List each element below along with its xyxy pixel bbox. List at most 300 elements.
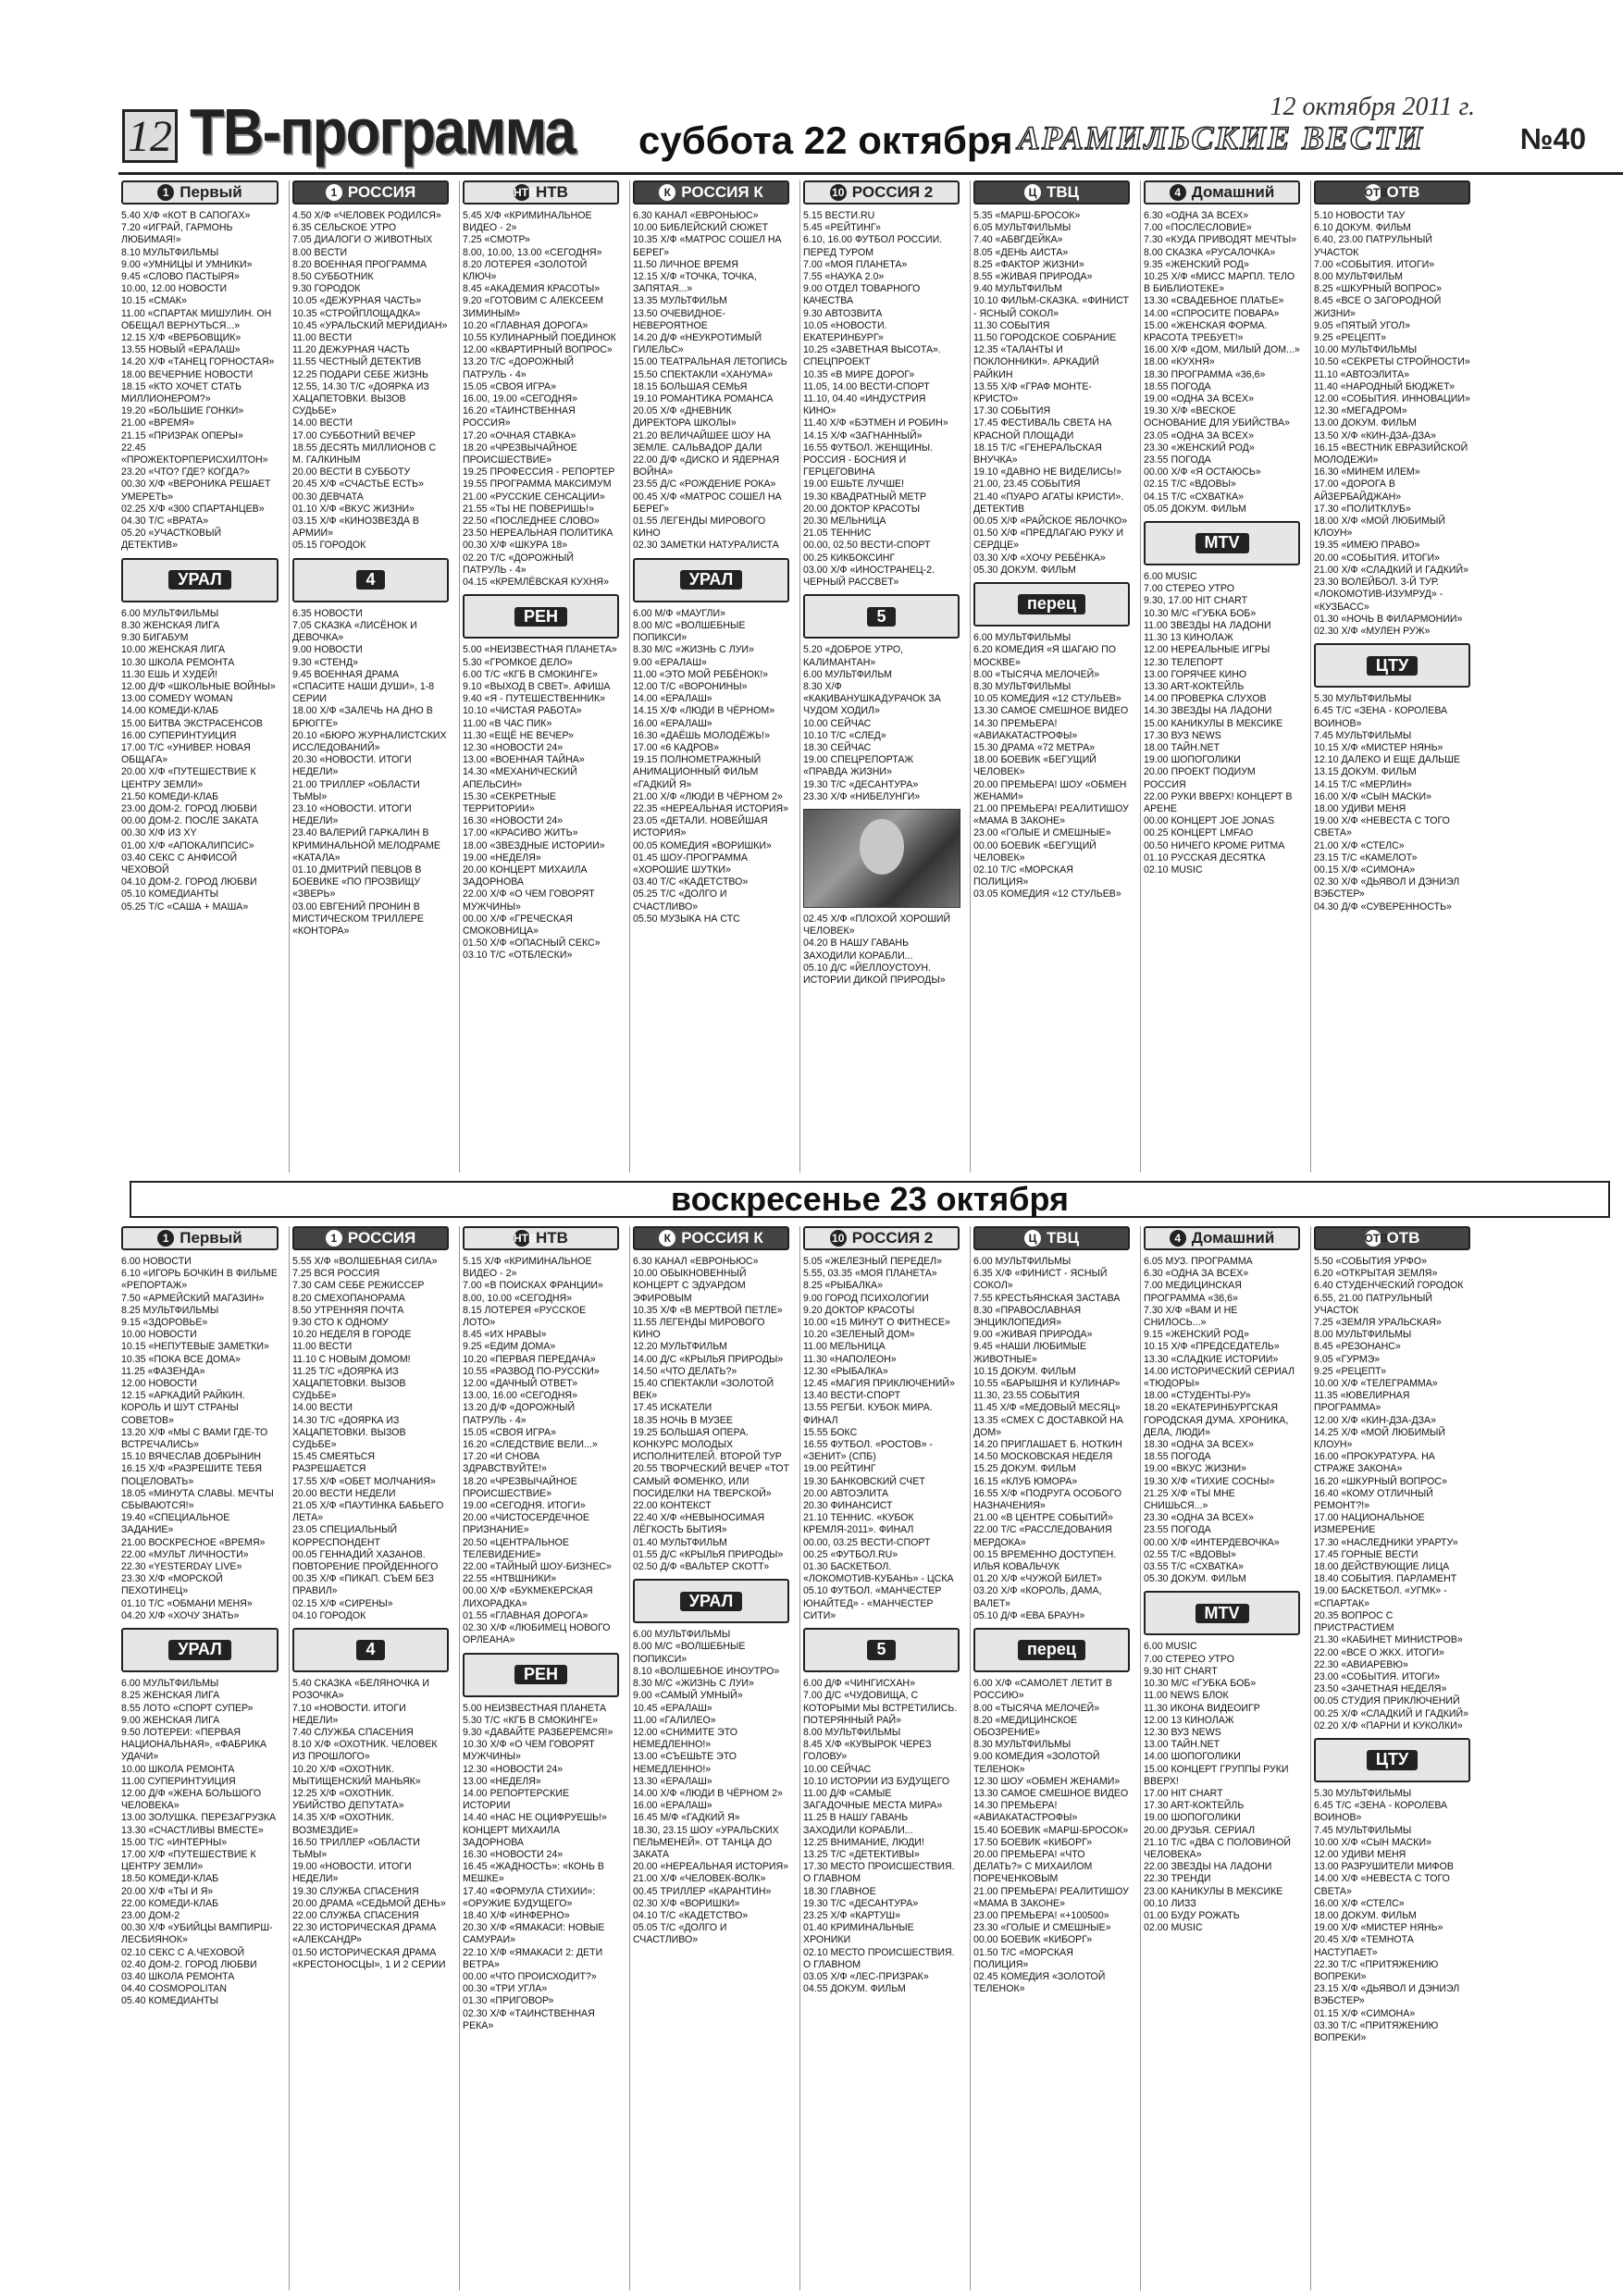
program-entry: 8.00 МУЛЬТФИЛЬМ xyxy=(1314,271,1403,283)
program-entry: 9.00 «ЕРАЛАШ» xyxy=(633,656,707,668)
channel-logo-icon: 10 xyxy=(830,1230,847,1247)
program-entry: 6.00 МУЛЬТФИЛЬМЫ xyxy=(121,1678,219,1690)
program-entry: 14.35 Х/Ф «ОХОТНИК. ВОЗМЕЗДИЕ» xyxy=(292,1812,394,1836)
channel-name: РОССИЯ xyxy=(347,1229,416,1247)
program-entry: 00.05 ГЕННАДИЙ ХАЗАНОВ. ПОВТОРЕНИЕ ПРОЙДЕННОГО xyxy=(292,1548,439,1573)
channel-header xyxy=(292,1226,449,1250)
program-entry: 9.00 КОМЕДИЯ «ЗОЛОТОЙ ТЕЛЕНОК» xyxy=(973,1751,1100,1775)
regional-channel-name: 4 xyxy=(356,570,384,590)
program-entry: 9.30 «СТЕНД» xyxy=(292,656,359,668)
program-entry: 03.40 СЕКС С АНФИСОЙ ЧЕХОВОЙ xyxy=(121,851,238,875)
channel-logo-icon: НТВ xyxy=(514,186,537,199)
program-entry: 21.40 «ПУАРО АГАТЫ КРИСТИ». ДЕТЕКТИВ xyxy=(973,490,1124,515)
program-entry: 18.30 «ОДНА ЗА ВСЕХ» xyxy=(1144,1439,1254,1451)
program-entry: 11.05, 14.00 ВЕСТИ-СПОРТ xyxy=(803,380,930,392)
channel-header xyxy=(973,180,1130,205)
program-entry: 20.30 Х/Ф «ЯМАКАСИ: НОВЫЕ САМУРАИ» xyxy=(463,1922,605,1946)
program-entry: 6.00 МУЛЬТФИЛЬМЫ xyxy=(121,607,219,619)
program-entry: 19.00 Х/Ф «МИСТЕР НЯНЬ» xyxy=(1314,1922,1443,1934)
program-entry: 8.30 М/С «ЖИЗНЬ С ЛУИ» xyxy=(633,644,754,656)
program-entry: 14.15 Х/Ф «ЗАГНАННЫЙ» xyxy=(803,429,923,441)
program-entry: 12.00 Д/Ф «ШКОЛЬНЫЕ ВОЙНЫ» xyxy=(121,680,276,692)
program-entry: 11.50 ЛИЧНОЕ ВРЕМЯ xyxy=(633,258,738,270)
program-entry: 17.00 НАЦИОНАЛЬНОЕ ИЗМЕРЕНИЕ xyxy=(1314,1512,1425,1536)
program-entry: 23.30 ВОЛЕЙБОЛ. 3-Й ТУР. «ЛОКОМОТИВ-ИЗУМРУД» - «КУЗБАСС» xyxy=(1314,577,1443,613)
program-entry: 10.30 Х/Ф «О ЧЕМ ГОВОРЯТ МУЖЧИНЫ» xyxy=(463,1739,595,1763)
channel-header xyxy=(121,180,279,205)
program-entry: 9.50 ЛОТЕРЕИ: «ПЕРВАЯ НАЦИОНАЛЬНАЯ», «ФАБРИКА УДАЧИ» xyxy=(121,1726,267,1763)
program-entry: 6.40, 23.00 ПАТРУЛЬНЫЙ УЧАСТОК xyxy=(1314,234,1433,258)
program-entry: 10.20 «ГЛАВНАЯ ДОРОГА» xyxy=(463,319,588,331)
program-entry: 21.00 ПРЕМЬЕРА! РЕАЛИТИШОУ «МАМА В ЗАКОНЕ» xyxy=(973,802,1129,827)
program-entry: 9.25 «ЕДИМ ДОМА» xyxy=(463,1341,556,1353)
program-entry: 9.00 «ЖИВАЯ ПРИРОДА» xyxy=(973,1329,1093,1341)
regional-channel-header xyxy=(973,1628,1130,1672)
program-entry: 23.30 «ЖЕНСКИЙ РОД» xyxy=(1144,441,1255,453)
channel-logo-icon: Ц xyxy=(1024,1230,1041,1247)
program-entry: 17.00 «6 КАДРОВ» xyxy=(633,741,719,753)
program-entry: 5.50 «СОБЫТИЯ УРФО» xyxy=(1314,1256,1427,1267)
program-entry: 10.20 НЕДЕЛЯ В ГОРОДЕ xyxy=(292,1329,412,1341)
program-entry: 10.35 «ПОКА ВСЕ ДОМА» xyxy=(121,1353,241,1365)
program-entry: 13.00 ГОРЯЧЕЕ КИНО xyxy=(1144,668,1247,680)
program-entry: 05.05 Т/С «ДОЛГО И СЧАСТЛИВО» xyxy=(633,1922,727,1946)
program-entry: 6.30 «ОДНА ЗА ВСЕХ» xyxy=(1144,1268,1249,1280)
program-entry: 8.20 СМЕХОПАНОРАМА xyxy=(292,1292,405,1304)
program-entry: 12.30 ШОУ «ОБМЕН ЖЕНАМИ» xyxy=(973,1775,1121,1787)
program-entry: 03.15 Х/Ф «КИНОЗВЕЗДА В АРМИИ» xyxy=(292,515,419,540)
program-entry: 5.55 Х/Ф «ВОЛШЕБНАЯ СИЛА» xyxy=(292,1256,438,1267)
program-entry: 10.30 М/С «ГУБКА БОБ» xyxy=(1144,1678,1257,1690)
program-entry: 19.00 СПЕЦРЕПОРТАЖ «ПРАВДА ЖИЗНИ» xyxy=(803,754,914,778)
regional-channel-name: УРАЛ xyxy=(168,1640,230,1659)
channel-name: НТВ xyxy=(536,183,568,202)
sunday-banner: воскресенье 23 октября xyxy=(130,1181,1610,1218)
program-entry: 01.30 БАСКЕТБОЛ. «ЛОКОМОТИВ-КУБАНЬ» - ЦСКА xyxy=(803,1561,954,1585)
page-header xyxy=(0,0,1623,176)
regional-channel-name: MTV xyxy=(1196,1604,1249,1623)
program-entry: 11.30 СОБЫТИЯ xyxy=(973,319,1050,331)
program-entry: 11.00 NEWS БЛОК xyxy=(1144,1690,1229,1702)
program-entry: 16.45 М/Ф «ГАДКИЙ Я» xyxy=(633,1812,740,1824)
channel-name: РОССИЯ К xyxy=(681,183,763,202)
program-entry: 10.55 «РАЗВОД ПО-РУССКИ» xyxy=(463,1365,600,1377)
regional-channel-name: РЕН xyxy=(514,607,567,627)
program-entry: 19.30 БАНКОВСКИЙ СЧЕТ xyxy=(803,1475,925,1487)
program-entry: 17.00 Т/С «УНИВЕР. НОВАЯ ОБЩАГА» xyxy=(121,741,251,766)
channel-column xyxy=(118,1226,281,2290)
channel-logo-icon: 4 xyxy=(1170,1230,1186,1247)
program-entry: 6.00 MUSIC xyxy=(1144,571,1197,583)
regional-channel-header xyxy=(463,594,619,639)
program-entry: 21.25 Х/Ф «ТЫ МНЕ СНИШЬСЯ...» xyxy=(1144,1487,1235,1512)
program-entry: 01.50 ИСТОРИЧЕСКАЯ ДРАМА «КРЕСТОНОСЦЫ», 1 И 2 СЕРИИ xyxy=(292,1946,446,1970)
program-entry: 12.30 «НОВОСТИ 24» xyxy=(463,741,564,753)
program-entry: 18.40 СОБЫТИЯ. ПАРЛАМЕНТ xyxy=(1314,1573,1457,1585)
channel-column xyxy=(459,180,622,1173)
regional-channel-header xyxy=(121,558,279,602)
program-entry: 01.55 «ГЛАВНАЯ ДОРОГА» xyxy=(463,1609,588,1621)
program-entry: 15.30 «СЕКРЕТНЫЕ ТЕРРИТОРИИ» xyxy=(463,790,556,814)
program-entry: 7.00 СТЕРЕО УТРО xyxy=(1144,1653,1234,1665)
program-entry: 8.00 ВЕСТИ xyxy=(292,246,348,258)
program-entry: 00.00 БОЕВИК «БЕГУЩИЙ ЧЕЛОВЕК» xyxy=(973,839,1096,863)
program-entry: 14.20 Д/Ф «НЕУКРОТИМЫЙ ГИЛЕЛЬС» xyxy=(633,332,762,356)
program-entry: 05.10 Д/С «ЙЕЛЛОУСТОУН. ИСТОРИИ ДИКОЙ ПРИРОДЫ» xyxy=(803,962,946,986)
program-entry: 23.50 «ЗАЧЕТНАЯ НЕДЕЛЯ» xyxy=(1314,1683,1447,1695)
program-entry: 13.50 ОЧЕВИДНОЕ-НЕВЕРОЯТНОЕ xyxy=(633,307,725,331)
channel-column xyxy=(1310,1226,1473,2290)
program-entry: 03.05 КОМЕДИЯ «12 СТУЛЬЕВ» xyxy=(973,888,1121,900)
program-entry: 16.30 «НОВОСТИ 24» xyxy=(463,815,564,827)
program-entry: 00.30 Х/Ф «ВЕРОНИКА РЕШАЕТ УМЕРЕТЬ» xyxy=(121,478,271,503)
program-entry: 18.40 Х/Ф «ИНФЕРНО» xyxy=(463,1909,570,1921)
program-entry: 13.30 «ЕРАЛАШ» xyxy=(633,1775,712,1787)
program-entry: 02.30 Х/Ф «ДЬЯВОЛ И ДЭНИЭЛ ВЭБСТЕР» xyxy=(1314,876,1460,900)
program-entry: 5.55, 03.35 «МОЯ ПЛАНЕТА» xyxy=(803,1268,937,1280)
program-entry: 8.00 СКАЗКА «РУСАЛОЧКА» xyxy=(1144,246,1276,258)
program-entry: 9.00 ЖЕНСКАЯ ЛИГА xyxy=(121,1714,220,1726)
program-entry: 03.30 Т/С «ПРИТЯЖЕНИЮ ВОПРЕКИ» xyxy=(1314,2019,1439,2043)
channel-column xyxy=(799,1226,962,2290)
program-entry: 18.00 Х/Ф «МОЙ ЛЮБИМЫЙ КЛОУН» xyxy=(1314,515,1446,540)
program-entry: 01.30 «ПРИГОВОР» xyxy=(463,1995,554,2007)
program-entry: 15.25 ДОКУМ. ФИЛЬМ xyxy=(973,1463,1076,1475)
program-entry: 9.15 «ЗДОРОВЬЕ» xyxy=(121,1317,208,1329)
program-entry: 8.00 М/С «ВОЛШЕБНЫЕ ПОПИКСИ» xyxy=(633,619,746,644)
program-entry: 5.30 МУЛЬТФИЛЬМЫ xyxy=(1314,693,1412,705)
program-entry: 5.30 МУЛЬТФИЛЬМЫ xyxy=(1314,1787,1412,1799)
program-entry: 6.40 СТУДЕНЧЕСКИЙ ГОРОДОК xyxy=(1314,1280,1464,1292)
channel-logo-icon: 4 xyxy=(1170,184,1186,201)
program-entry: 5.40 СКАЗКА «БЕЛЯНОЧКА И РОЗОЧКА» xyxy=(292,1678,429,1702)
program-entry: 11.30, 23.55 СОБЫТИЯ xyxy=(973,1390,1080,1402)
program-entry: 02.10 MUSIC xyxy=(1144,863,1203,875)
program-entry: 8.00 МУЛЬТФИЛЬМЫ xyxy=(803,1726,901,1738)
program-entry: 11.30 «НАПОЛЕОН» xyxy=(803,1353,897,1365)
program-entry: 11.00 «СПАРТАК МИШУЛИН. ОН ОБЕЩАЛ ВЕРНУТЬСЯ...» xyxy=(121,307,272,331)
program-entry: 20.00 Х/Ф «ПУТЕШЕСТВИЕ К ЦЕНТРУ ЗЕМЛИ» xyxy=(121,766,256,790)
program-entry: 5.30 Т/С «КГБ В СМОКИНГЕ» xyxy=(463,1714,599,1726)
program-entry: 20.05 Х/Ф «ДНЕВНИК ДИРЕКТОРА ШКОЛЫ» xyxy=(633,405,737,429)
program-entry: 9.10 «ВЫХОД В СВЕТ». АФИША xyxy=(463,680,611,692)
program-entry: 04.20 В НАШУ ГАВАНЬ ЗАХОДИЛИ КОРАБЛИ... xyxy=(803,937,913,962)
program-entry: 9.05 «ПЯТЫЙ УГОЛ» xyxy=(1314,319,1410,331)
program-entry: 9.00 НОВОСТИ xyxy=(292,644,363,656)
channel-column xyxy=(970,180,1133,1173)
program-entry: 13.55 НОВЫЙ «ЕРАЛАШ» xyxy=(121,344,241,356)
program-entry: 6.30 «ОДНА ЗА ВСЕХ» xyxy=(1144,210,1249,221)
program-entry: 21.30 «КАБИНЕТ МИНИСТРОВ» xyxy=(1314,1634,1463,1646)
regional-channel-header xyxy=(633,558,789,602)
program-entry: 8.25 «ФАКТОР ЖИЗНИ» xyxy=(973,258,1084,270)
program-entry: 17.30 МЕСТО ПРОИСШЕСТВИЯ. О ГЛАВНОМ xyxy=(803,1861,955,1885)
program-entry: 02.10 Т/С «МОРСКАЯ ПОЛИЦИЯ» xyxy=(973,863,1073,888)
program-entry: 10.00 МУЛЬТФИЛЬМЫ xyxy=(1314,344,1418,356)
program-entry: 8.30 Х/Ф «КАКИВАНУШКАДУРАЧОК ЗА ЧУДОМ ХОДИЛ» xyxy=(803,680,941,717)
program-entry: 10.00 СЕЙЧАС xyxy=(803,717,872,729)
channel-column xyxy=(289,180,452,1173)
program-entry: 10.35 Х/Ф «В МЕРТВОЙ ПЕТЛЕ» xyxy=(633,1304,783,1316)
program-entry: 01.55 ЛЕГЕНДЫ МИРОВОГО КИНО xyxy=(633,515,766,540)
channel-header xyxy=(1144,180,1300,205)
program-entry: 00.35 Х/Ф «ПИКАП. СЪЕМ БЕЗ ПРАВИЛ» xyxy=(292,1573,434,1597)
program-entry: 22.30 Т/С «ПРИТЯЖЕНИЮ ВОПРЕКИ» xyxy=(1314,1958,1439,1982)
program-entry: 19.00 «НЕДЕЛЯ» xyxy=(463,851,541,863)
program-entry: 11.40 Х/Ф «БЭТМЕН И РОБИН» xyxy=(803,417,948,429)
program-entry: 10.15 «НЕПУТЕВЫЕ ЗАМЕТКИ» xyxy=(121,1341,269,1353)
program-entry: 8.55 «ЖИВАЯ ПРИРОДА» xyxy=(973,271,1093,283)
channel-header xyxy=(1314,180,1470,205)
program-entry: 17.40 «ФОРМУЛА СТИХИИ»: «ОРУЖИЕ БУДУЩЕГО» xyxy=(463,1885,596,1909)
program-entry: 15.55 БОКС xyxy=(803,1426,858,1438)
program-entry: 5.15 Х/Ф «КРИМИНАЛЬНОЕ ВИДЕО - 2» xyxy=(463,1256,592,1280)
program-entry: 15.40 БОЕВИК «МАРШ-БРОСОК» xyxy=(973,1824,1129,1836)
program-entry: 10.10 ИСТОРИИ ИЗ БУДУЩЕГО xyxy=(803,1775,950,1787)
program-entry: 10.20 Х/Ф «ОХОТНИК. МЫТИЩЕНСКИЙ МАНЬЯК» xyxy=(292,1763,421,1787)
program-entry: 21.00 «В ЦЕНТРЕ СОБЫТИЙ» xyxy=(973,1512,1114,1524)
program-entry: 8.25 «РЫБАЛКА» xyxy=(803,1280,883,1292)
program-entry: 20.50 «ЦЕНТРАЛЬНОЕ ТЕЛЕВИДЕНИЕ» xyxy=(463,1536,569,1560)
program-entry: 00.30 ДЕВЧАТА xyxy=(292,490,364,503)
program-entry: 19.00 ЕШЬТЕ ЛУЧШЕ! xyxy=(803,478,905,490)
program-entry: 22.00 «ВСЕ О ЖКХ. ИТОГИ» xyxy=(1314,1646,1444,1658)
program-entry: 12.00 УДИВИ МЕНЯ xyxy=(1314,1848,1406,1860)
program-entry: 7.00 СТЕРЕО УТРО xyxy=(1144,583,1234,595)
program-entry: 18.05 «МИНУТА СЛАВЫ. МЕЧТЫ СБЫВАЮТСЯ!» xyxy=(121,1487,274,1512)
program-entry: 12.20 МУЛЬТФИЛЬМ xyxy=(633,1341,727,1353)
program-entry: 21.00 Х/Ф «ЛЮДИ В ЧЁРНОМ 2» xyxy=(633,790,783,802)
program-entry: 15.40 СПЕКТАКЛИ «ЗОЛОТОЙ ВЕК» xyxy=(633,1378,774,1402)
program-entry: 05.40 КОМЕДИАНТЫ xyxy=(121,1995,218,2007)
program-entry: 21.00 ВОСКРЕСНОЕ «ВРЕМЯ» xyxy=(121,1536,266,1548)
program-entry: 18.00 ТАЙН.NET xyxy=(1144,741,1220,753)
program-entry: 00.00, 03.25 ВЕСТИ-СПОРТ xyxy=(803,1536,931,1548)
channel-logo-icon: 1 xyxy=(157,1230,174,1247)
program-entry: 8.50 УТРЕННЯЯ ПОЧТА xyxy=(292,1304,404,1316)
program-entry: 20.00 «ЧИСТОСЕРДЕЧНОЕ ПРИЗНАНИЕ» xyxy=(463,1512,589,1536)
program-entry: 00.25 «ФУТБОЛ.RU» xyxy=(803,1548,898,1560)
program-entry: 6.00 НОВОСТИ xyxy=(121,1256,192,1267)
program-entry: 14.20 ПРИГЛАШАЕТ Б. НОТКИН xyxy=(973,1439,1122,1451)
program-entry: 21.05 Х/Ф «ПАУТИНКА БАБЬЕГО ЛЕТА» xyxy=(292,1500,444,1524)
saturday-title: суббота 22 октября xyxy=(638,118,1013,162)
program-entry: 01.10 Х/Ф «ВКУС ЖИЗНИ» xyxy=(292,503,415,515)
program-entry: 23.05 «ОДНА ЗА ВСЕХ» xyxy=(1144,429,1254,441)
program-entry: 8.15 ЛОТЕРЕЯ «РУССКОЕ ЛОТО» xyxy=(463,1304,587,1329)
program-entry: 15.00 БИТВА ЭКСТРАСЕНСОВ xyxy=(121,717,263,729)
program-entry: 22.30 ТРЕНДИ xyxy=(1144,1873,1211,1885)
program-entry: 00.45 Х/Ф «МАТРОС СОШЕЛ НА БЕРЕГ» xyxy=(633,490,782,515)
program-entry: 05.05 ДОКУМ. ФИЛЬМ xyxy=(1144,503,1246,515)
program-entry: 6.00 MUSIC xyxy=(1144,1641,1197,1653)
program-entry: 14.40 «НАС НЕ ОЦИФРУЕШЬ!» КОНЦЕРТ МИХАИЛА ЗАДОРНОВА xyxy=(463,1812,607,1848)
program-entry: 10.30 М/С «ГУБКА БОБ» xyxy=(1144,607,1257,619)
program-entry: 01.50 Х/Ф «ПРЕДЛАГАЮ РУКУ И СЕРДЦЕ» xyxy=(973,527,1124,552)
program-entry: 19.00 «НОВОСТИ. ИТОГИ НЕДЕЛИ» xyxy=(292,1861,412,1885)
program-entry: 21.00 Х/Ф «ЧЕЛОВЕК-ВОЛК» xyxy=(633,1873,766,1885)
program-entry: 5.30 «ГРОМКОЕ ДЕЛО» xyxy=(463,656,573,668)
program-entry: 16.00 Х/Ф «СТЕЛС» xyxy=(1314,1897,1405,1909)
program-entry: 19.00 БАСКЕТБОЛ. «УГМК» - «СПАРТАК» xyxy=(1314,1585,1447,1609)
program-entry: 9.05 «ГУРМЭ» xyxy=(1314,1353,1381,1365)
channel-logo-icon: 1 xyxy=(157,184,174,201)
program-entry: 15.45 СМЕЯТЬСЯ РАЗРЕШАЕТСЯ xyxy=(292,1451,376,1475)
program-entry: 6.30 КАНАЛ «ЕВРОНЬЮС» xyxy=(633,210,759,221)
program-entry: 10.00 Х/Ф «СЫН МАСКИ» xyxy=(1314,1836,1431,1848)
program-entry: 16.55 Х/Ф «ПОДРУГА ОСОБОГО НАЗНАЧЕНИЯ» xyxy=(973,1487,1122,1512)
program-entry: 10.00 ШКОЛА РЕМОНТА xyxy=(121,1763,235,1775)
channel-name: ОТВ xyxy=(1386,1229,1420,1247)
program-entry: 00.05 СТУДИЯ ПРИКЛЮЧЕНИЙ xyxy=(1314,1695,1460,1707)
program-entry: 13.15 ДОКУМ. ФИЛЬМ xyxy=(1314,766,1417,778)
program-entry: 02.50 Д/Ф «ВАЛЬТЕР СКОТТ» xyxy=(633,1561,770,1573)
program-entry: 16.00, 19.00 «СЕГОДНЯ» xyxy=(463,393,577,405)
regional-channel-header xyxy=(973,582,1130,627)
program-entry: 05.15 ГОРОДОК xyxy=(292,540,366,552)
program-entry: 21.00 «РУССКИЕ СЕНСАЦИИ» xyxy=(463,490,605,503)
program-entry: 8.30 МУЛЬТФИЛЬМЫ xyxy=(973,680,1072,692)
program-entry: 10.25 Х/Ф «МИСС МАРПЛ. ТЕЛО В БИБЛИОТЕКЕ» xyxy=(1144,271,1295,295)
channel-name: РОССИЯ 2 xyxy=(851,1229,934,1247)
film-still-image xyxy=(803,809,960,908)
program-entry: 18.00 ДОКУМ. ФИЛЬМ xyxy=(1314,1909,1417,1921)
program-entry: 02.45 Х/Ф «ПЛОХОЙ ХОРОШИЙ ЧЕЛОВЕК» xyxy=(803,912,951,937)
program-entry: 9.30 ГОРОДОК xyxy=(292,283,361,295)
program-entry: 18.30 СЕЙЧАС xyxy=(803,741,872,753)
program-entry: 15.00 КАНИКУЛЫ В МЕКСИКЕ xyxy=(1144,717,1283,729)
program-entry: 05.10 КОМЕДИАНТЫ xyxy=(121,888,218,900)
program-entry: 6.35 Х/Ф «ФИНИСТ - ЯСНЫЙ СОКОЛ» xyxy=(973,1268,1108,1292)
program-entry: 18.35 НОЧЬ В МУЗЕЕ xyxy=(633,1414,733,1426)
program-entry: 12.00 «ДАЧНЫЙ ОТВЕТ» xyxy=(463,1378,578,1390)
program-entry: 14.30 ПРЕМЬЕРА! «АВИАКАТАСТРОФЫ» xyxy=(973,1800,1078,1824)
regional-channel-header xyxy=(803,594,960,639)
program-entry: 12.30 «МЕГАДРОМ» xyxy=(1314,405,1407,417)
program-entry: 15.30 ДРАМА «72 МЕТРА» xyxy=(973,741,1096,753)
program-entry: 9.20 ДОКТОР КРАСОТЫ xyxy=(803,1304,915,1316)
program-entry: 00.00 БОЕВИК «КИБОРГ» xyxy=(973,1934,1093,1946)
program-entry: 11.55 ЛЕГЕНДЫ МИРОВОГО КИНО xyxy=(633,1317,765,1341)
program-entry: 20.00 ДРУЗЬЯ. СЕРИАЛ xyxy=(1144,1824,1256,1836)
program-entry: 05.50 МУЗЫКА НА СТС xyxy=(633,912,740,925)
program-entry: 11.00 ВЕСТИ xyxy=(292,1341,353,1353)
program-entry: 21.00 ТРИЛЛЕР «ОБЛАСТИ ТЬМЫ» xyxy=(292,778,420,802)
program-entry: 21.00 «ВРЕМЯ» xyxy=(121,417,194,429)
program-entry: 16.40 «КОМУ ОТЛИЧНЫЙ РЕМОНТ?!» xyxy=(1314,1487,1433,1512)
program-entry: 11.10, 04.40 «ИНДУСТРИЯ КИНО» xyxy=(803,393,926,417)
program-entry: 18.00 «СТУДЕНТЫ-РУ» xyxy=(1144,1390,1251,1402)
program-entry: 8.45 Х/Ф «КУВЫРОК ЧЕРЕЗ ГОЛОВУ» xyxy=(803,1739,932,1763)
program-entry: 7.55 «НАУКА 2.0» xyxy=(803,271,885,283)
program-entry: 17.30 «НАСЛЕДНИКИ УРАРТУ» xyxy=(1314,1536,1458,1548)
program-entry: 20.00 ДРАМА «СЕДЬМОЙ ДЕНЬ» xyxy=(292,1897,446,1909)
program-entry: 02.20 Т/С «ДОРОЖНЫЙ ПАТРУЛЬ - 4» xyxy=(463,552,575,576)
program-entry: 13.20 Х/Ф «МЫ С ВАМИ ГДЕ-ТО ВСТРЕЧАЛИСЬ» xyxy=(121,1426,268,1451)
program-entry: 02.55 Т/С «ВДОВЫ» xyxy=(1144,1548,1236,1560)
program-entry: 9.30 HIT CHART xyxy=(1144,1665,1218,1677)
program-entry: 14.30 ЗВЕЗДЫ НА ЛАДОНИ xyxy=(1144,705,1272,717)
program-entry: 00.50 НИЧЕГО КРОМЕ РИТМА xyxy=(1144,839,1285,851)
program-entry: 8.20 «МЕДИЦИНСКОЕ ОБОЗРЕНИЕ» xyxy=(973,1714,1078,1738)
program-entry: 00.25 Х/Ф «СЛАДКИЙ И ГАДКИЙ» xyxy=(1314,1707,1469,1719)
regional-channel-header xyxy=(1144,1591,1300,1635)
program-entry: 5.00 НЕИЗВЕСТНАЯ ПЛАНЕТА xyxy=(463,1702,607,1714)
program-entry: 19.30 СЛУЖБА СПАСЕНИЯ xyxy=(292,1885,419,1897)
channel-header xyxy=(463,1226,619,1250)
program-entry: 23.30 «ОДНА ЗА ВСЕХ» xyxy=(1144,1512,1254,1524)
program-entry: 17.00 «ДОРОГА В АЙЗЕРБАЙДЖАН» xyxy=(1314,478,1402,503)
program-entry: 19.55 ПРОГРАММА МАКСИМУМ xyxy=(463,478,612,490)
program-entry: 21.55 «ТЫ НЕ ПОВЕРИШЬ!» xyxy=(463,503,594,515)
program-entry: 8.00, 10.00 «СЕГОДНЯ» xyxy=(463,1292,573,1304)
program-entry: 12.00 13 КИНОЛАЖ xyxy=(1144,1714,1234,1726)
program-entry: 23.55 ПОГОДА xyxy=(1144,1524,1211,1536)
program-entry: 19.25 ПРОФЕССИЯ - РЕПОРТЕР xyxy=(463,466,615,478)
program-entry: 12.00 «СОБЫТИЯ. ИННОВАЦИИ» xyxy=(1314,393,1470,405)
program-entry: 16.55 ФУТБОЛ. «РОСТОВ» - «ЗЕНИТ» (СПБ) xyxy=(803,1439,933,1463)
program-entry: 21.10 Т/С «ДВА С ПОЛОВИНОЙ ЧЕЛОВЕКА» xyxy=(1144,1836,1291,1860)
program-entry: 9.45 «НАШИ ЛЮБИМЫЕ ЖИВОТНЫЕ» xyxy=(973,1341,1086,1365)
program-entry: 7.40 «АБВГДЕЙКА» xyxy=(973,234,1063,246)
program-entry: 14.00 «ЕРАЛАШ» xyxy=(633,693,712,705)
program-entry: 7.00 «МОЯ ПЛАНЕТА» xyxy=(803,258,908,270)
program-entry: 8.00 М/С «ВОЛШЕБНЫЕ ПОПИКСИ» xyxy=(633,1641,746,1665)
program-entry: 7.00 МЕДИЦИНСКАЯ ПРОГРАММА «36,6» xyxy=(1144,1280,1242,1304)
program-entry: 11.30 ИКОНА ВИДЕОИГР xyxy=(1144,1702,1260,1714)
program-entry: 9.30 АВТОЗВИТА xyxy=(803,307,883,319)
program-entry: 13.55 Х/Ф «ГРАФ МОНТЕ-КРИСТО» xyxy=(973,380,1092,405)
program-entry: 04.10 ГОРОДОК xyxy=(292,1609,366,1621)
program-entry: 03.00 ЕВГЕНИЙ ПРОНИН В МИСТИЧЕСКОМ ТРИЛЛЕРЕ «КОНТОРА» xyxy=(292,900,424,937)
program-entry: 01.50 Т/С «МОРСКАЯ ПОЛИЦИЯ» xyxy=(973,1946,1073,1970)
program-entry: 7.45 МУЛЬТФИЛЬМЫ xyxy=(1314,1824,1412,1836)
program-entry: 9.00 ОТДЕЛ ТОВАРНОГО КАЧЕСТВА xyxy=(803,283,921,307)
program-entry: 6.05 МУЗ. ПРОГРАММА xyxy=(1144,1256,1253,1267)
program-entry: 5.35 «МАРШ-БРОСОК» xyxy=(973,210,1081,221)
program-entry: 01.00 Х/Ф «АПОКАЛИПСИС» xyxy=(121,839,254,851)
program-entry: 12.15 Х/Ф «ТОЧКА, ТОЧКА, ЗАПЯТАЯ...» xyxy=(633,271,757,295)
program-entry: 20.45 Х/Ф «ТЕМНОТА НАСТУПАЕТ» xyxy=(1314,1934,1414,1958)
program-entry: 6.10 «ИГОРЬ БОЧКИН В ФИЛЬМЕ «РЕПОРТАЖ» xyxy=(121,1268,278,1292)
program-entry: 01.45 ШОУ-ПРОГРАММА «ХОРОШИЕ ШУТКИ» xyxy=(633,851,748,875)
program-entry: 6.00 МУЛЬТФИЛЬМ xyxy=(803,668,892,680)
program-entry: 22.00 КОНТЕКСТ xyxy=(633,1500,712,1512)
program-entry: 20.00 «НЕРЕАЛЬНАЯ ИСТОРИЯ» xyxy=(633,1861,789,1873)
program-entry: 12.00 Х/Ф «КИН-ДЗА-ДЗА» xyxy=(1314,1414,1437,1426)
program-entry: 01.15 Х/Ф «СИМОНА» xyxy=(1314,2007,1416,2019)
channel-name: ОТВ xyxy=(1386,183,1420,202)
program-entry: 11.25 В НАШУ ГАВАНЬ ЗАХОДИЛИ КОРАБЛИ... xyxy=(803,1812,913,1836)
program-entry: 04.20 Х/Ф «ХОЧУ ЗНАТЬ» xyxy=(121,1609,240,1621)
channel-name: ТВЦ xyxy=(1046,1229,1080,1247)
channel-column xyxy=(629,1226,792,2290)
program-entry: 13.30 «СЧАСТЛИВЫ ВМЕСТЕ» xyxy=(121,1824,264,1836)
program-entry: 6.00 МУЛЬТФИЛЬМЫ xyxy=(633,1629,731,1641)
program-entry: 6.00 Д/Ф «ЧИНГИСХАН» xyxy=(803,1678,915,1690)
program-entry: 13.30 САМОЕ СМЕШНОЕ ВИДЕО xyxy=(973,1787,1129,1799)
program-entry: 8.00 «ТЫСЯЧА МЕЛОЧЕЙ» xyxy=(973,668,1100,680)
program-entry: 20.55 ТВОРЧЕСКИЙ ВЕЧЕР «ТОТ САМЫЙ ФОМЕНКО, ИЛИ ПОСИДЕЛКИ НА ТВЕРСКОЙ» xyxy=(633,1463,789,1499)
program-entry: 6.10 ДОКУМ. ФИЛЬМ xyxy=(1314,222,1411,234)
channel-logo-icon: К xyxy=(659,1230,675,1247)
program-entry: 8.00 МУЛЬТФИЛЬМЫ xyxy=(1314,1329,1412,1341)
program-entry: 7.25 «СМОТР» xyxy=(463,234,530,246)
program-entry: 10.00 НОВОСТИ xyxy=(121,1329,197,1341)
program-entry: 11.30 ЕШЬ И ХУДЕЙ! xyxy=(121,668,218,680)
program-entry: 20.45 Х/Ф «СЧАСТЬЕ ЕСТЬ» xyxy=(292,478,424,490)
channel-name: ТВЦ xyxy=(1046,183,1080,202)
